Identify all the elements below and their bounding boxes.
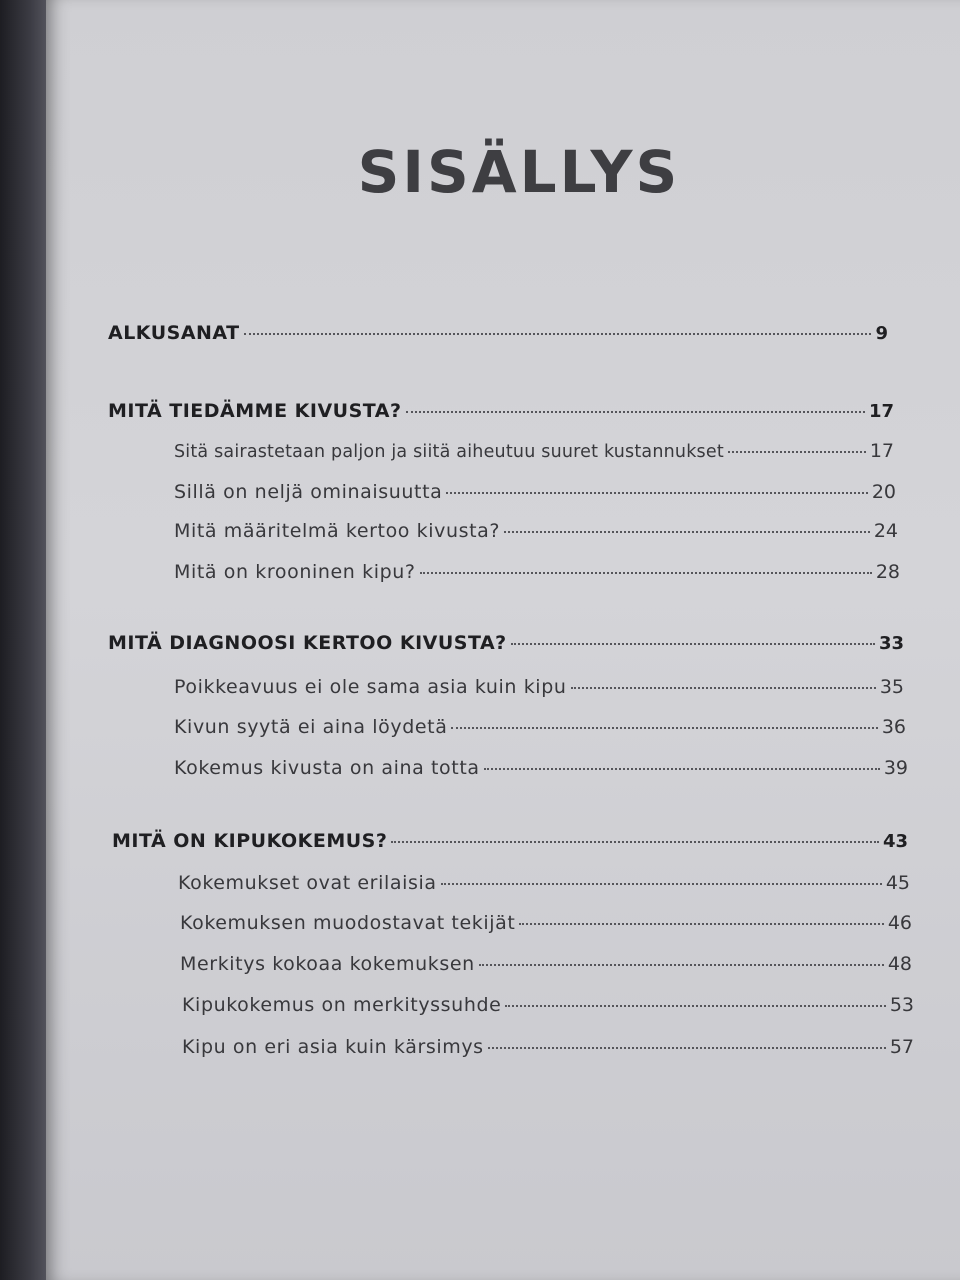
- toc-entry-label: ALKUSANAT: [108, 322, 240, 344]
- toc-section-entry: [174, 481, 896, 503]
- toc-dot-leader: [420, 572, 872, 574]
- toc-entry-label: MITÄ ON KIPUKOKEMUS?: [112, 830, 388, 852]
- toc-section-entry: [174, 561, 900, 583]
- toc-page-number: 33: [878, 633, 904, 654]
- toc-entry-label: Kokemus kivusta on aina totta: [174, 757, 480, 779]
- book-spine-edge: [0, 0, 48, 1280]
- toc-dot-leader: [504, 531, 870, 533]
- toc-entry-label: Mitä määritelmä kertoo kivusta?: [174, 520, 501, 542]
- toc-page-number: 9: [875, 323, 888, 344]
- page-title: SISÄLLYS: [357, 138, 681, 206]
- toc-page-number: 45: [885, 872, 910, 894]
- toc-section-entry: [174, 757, 908, 779]
- toc-entry-label: MITÄ TIEDÄMME KIVUSTA?: [108, 400, 402, 422]
- toc-dot-leader: [451, 727, 877, 729]
- toc-section-entry: [180, 912, 912, 934]
- toc-entry-label: Sillä on neljä ominaisuutta: [174, 481, 443, 503]
- toc-dot-leader: [406, 411, 865, 413]
- toc-dot-leader: [728, 451, 866, 453]
- toc-dot-leader: [441, 883, 882, 885]
- toc-chapter-entry: [108, 400, 894, 422]
- toc-section-entry: [182, 1036, 914, 1058]
- toc-entry-label: Kokemukset ovat erilaisia: [178, 872, 437, 894]
- toc-entry-label: Kipukokemus on merkityssuhde: [182, 994, 502, 1016]
- toc-page-number: 17: [868, 401, 894, 422]
- toc-page-number: 35: [879, 676, 904, 698]
- toc-page-number: 36: [881, 716, 906, 738]
- toc-entry-label: Sitä sairastetaan paljon ja siitä aiheutuu suuret kustannukset: [174, 442, 724, 462]
- toc-page-number: 57: [889, 1036, 914, 1058]
- toc-entry-label: Kivun syytä ei aina löydetä: [174, 716, 448, 738]
- toc-entry-label: Kokemuksen muodostavat tekijät: [180, 912, 516, 934]
- toc-section-entry: [174, 676, 904, 698]
- toc-dot-leader: [391, 841, 879, 843]
- toc-chapter-entry: [112, 830, 908, 852]
- toc-dot-leader: [488, 1047, 886, 1049]
- toc-entry-label: Merkitys kokoaa kokemuksen: [180, 953, 475, 975]
- toc-entry-label: Mitä on krooninen kipu?: [174, 561, 416, 583]
- toc-dot-leader: [511, 643, 875, 645]
- toc-entry-label: Poikkeavuus ei ole sama asia kuin kipu: [174, 676, 567, 698]
- toc-page-number: 39: [883, 757, 908, 779]
- toc-page-number: 24: [873, 520, 898, 542]
- toc-section-entry: [174, 440, 894, 462]
- toc-page-number: 17: [869, 440, 894, 462]
- toc-section-entry: [182, 994, 914, 1016]
- toc-entry-label: Kipu on eri asia kuin kärsimys: [182, 1036, 484, 1058]
- toc-dot-leader: [446, 492, 867, 494]
- toc-dot-leader: [244, 333, 872, 335]
- toc-page-number: 43: [882, 831, 908, 852]
- toc-chapter-entry: [108, 322, 888, 344]
- toc-page-number: 28: [875, 561, 900, 583]
- toc-page-number: 53: [889, 994, 914, 1016]
- toc-dot-leader: [519, 923, 883, 925]
- toc-section-entry: [174, 520, 898, 542]
- toc-page-number: 20: [871, 481, 896, 503]
- toc-section-entry: [178, 872, 910, 894]
- toc-page-number: 48: [887, 953, 912, 975]
- toc-dot-leader: [484, 768, 880, 770]
- toc-dot-leader: [571, 687, 876, 689]
- toc-entry-label: MITÄ DIAGNOOSI KERTOO KIVUSTA?: [108, 632, 507, 654]
- toc-dot-leader: [479, 964, 884, 966]
- toc-dot-leader: [505, 1005, 885, 1007]
- toc-section-entry: [180, 953, 912, 975]
- book-page: [46, 0, 960, 1280]
- table-of-contents: [46, 0, 960, 1280]
- toc-section-entry: [174, 716, 906, 738]
- toc-chapter-entry: [108, 632, 904, 654]
- toc-page-number: 46: [887, 912, 912, 934]
